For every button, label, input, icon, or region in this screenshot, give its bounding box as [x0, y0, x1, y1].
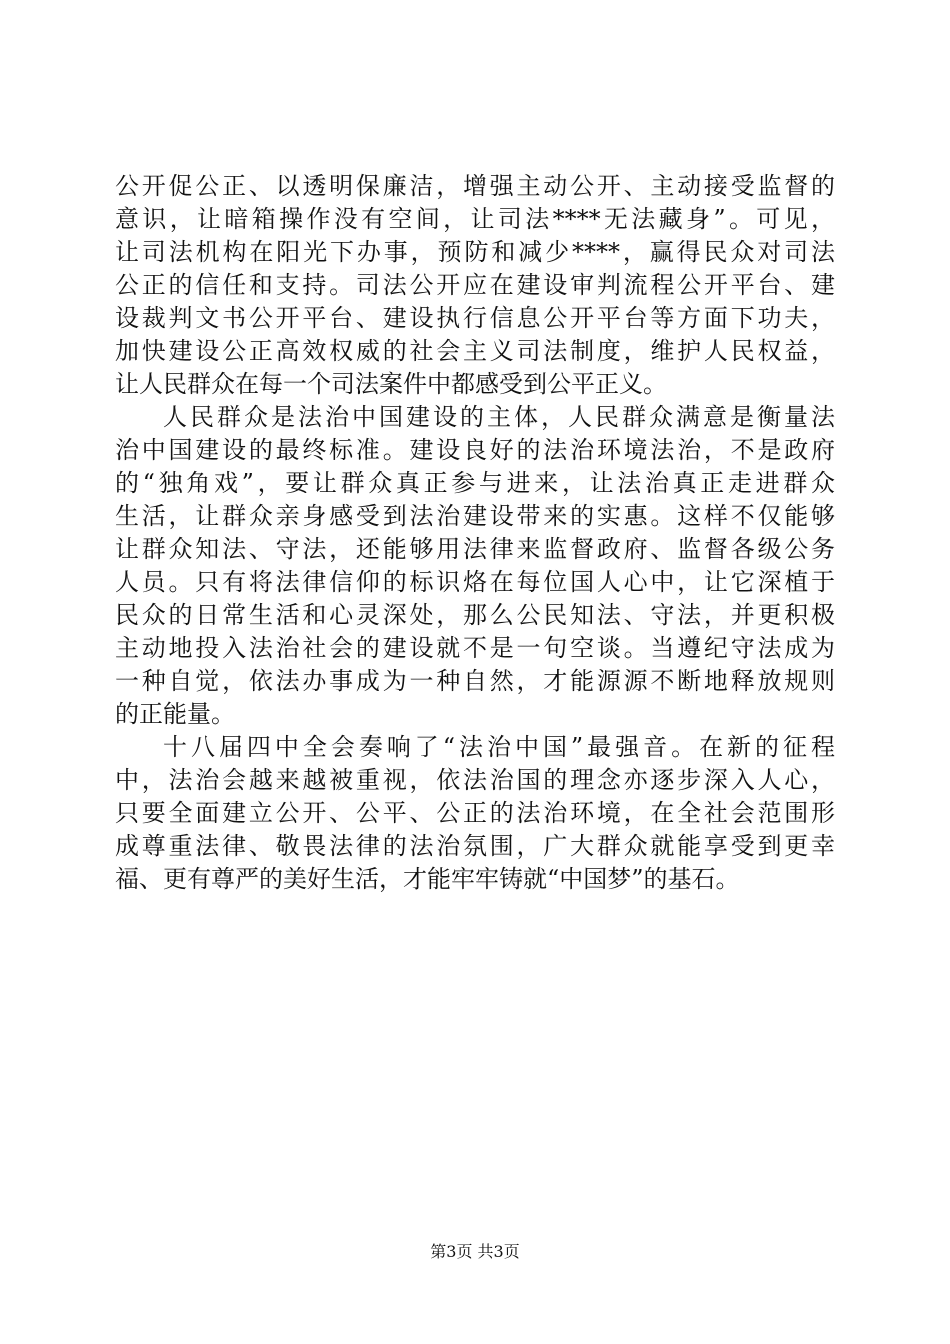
- text-line: 只要全面建立公开、公平、公正的法治环境，在全社会范围形: [115, 799, 835, 827]
- text-line: 民众的日常生活和心灵深处，那么公民知法、守法，并更积极: [115, 601, 835, 629]
- text-line: 公开促公正、以透明保廉洁，增强主动公开、主动接受监督的: [115, 172, 835, 200]
- text-line: 一种自觉，依法办事成为一种自然，才能源源不断地释放规则: [115, 667, 835, 695]
- text-line: 让群众知法、守法，还能够用法律来监督政府、监督各级公务: [115, 535, 835, 563]
- text-line: 设裁判文书公开平台、建设执行信息公开平台等方面下功夫，: [115, 304, 835, 332]
- text-line: 人员。只有将法律信仰的标识烙在每位国人心中，让它深植于: [115, 568, 835, 596]
- text-line: 公正的信任和支持。司法公开应在建设审判流程公开平台、建: [115, 271, 835, 299]
- text-line: 让司法机构在阳光下办事，预防和减少****，赢得民众对司法: [115, 238, 835, 266]
- paragraph-1: [115, 170, 835, 401]
- text-line: 的正能量。: [115, 700, 235, 728]
- page-number-label: 第3页 共3页: [430, 1242, 520, 1261]
- text-line: 十八届四中全会奏响了“法治中国”最强音。在新的征程: [163, 733, 835, 761]
- text-line: 成尊重法律、敬畏法律的法治氛围，广大群众就能享受到更幸: [115, 832, 835, 860]
- text-line: 治中国建设的最终标准。建设良好的法治环境法治，不是政府: [115, 436, 835, 464]
- text-line: 人民群众是法治中国建设的主体，人民群众满意是衡量法: [163, 403, 835, 431]
- text-line: 加快建设公正高效权威的社会主义司法制度，维护人民权益，: [115, 337, 835, 365]
- paragraph-3: [115, 731, 835, 896]
- text-line: 中，法治会越来越被重视，依法治国的理念亦逐步深入人心，: [115, 766, 835, 794]
- text-line: 生活，让群众亲身感受到法治建设带来的实惠。这样不仅能够: [115, 502, 835, 530]
- document-body: [115, 170, 835, 896]
- text-line: 福、更有尊严的美好生活，才能牢牢铸就“中国梦”的基石。: [115, 865, 740, 893]
- page-footer: [0, 1242, 950, 1262]
- paragraph-2: [115, 401, 835, 731]
- text-line: 意识，让暗箱操作没有空间，让司法****无法藏身”。可见，: [115, 205, 835, 233]
- text-line: 让人民群众在每一个司法案件中都感受到公平正义。: [115, 370, 667, 398]
- text-line: 主动地投入法治社会的建设就不是一句空谈。当遵纪守法成为: [115, 634, 835, 662]
- text-line: 的“独角戏”，要让群众真正参与进来，让法治真正走进群众: [115, 469, 835, 497]
